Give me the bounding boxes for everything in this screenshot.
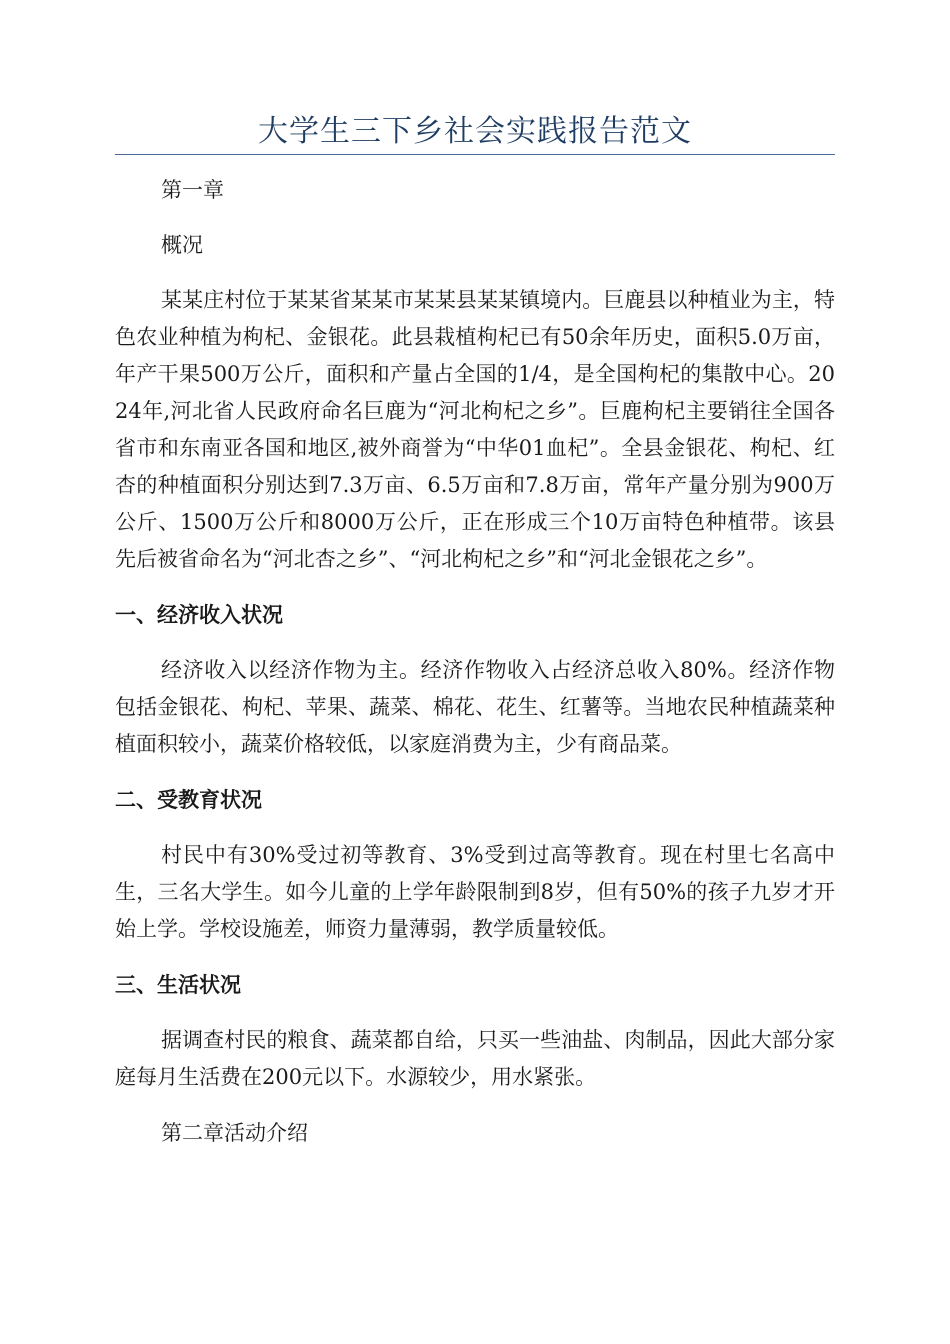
section-heading-economy: 一、经济收入状况 <box>115 603 283 627</box>
section-heading-living: 三、生活状况 <box>115 973 241 997</box>
document-body <box>115 172 835 1152</box>
section-body-economy: 经济收入以经济作物为主。经济作物收入占经济总收入80%。经济作物包括金银花、枸杞、苹果、蔬菜、棉花、花生、红薯等。当地农民种植蔬菜种植面积较小，蔬菜价格较低，以家庭消费为主，少有商品菜。 <box>115 658 835 756</box>
spacer <box>115 209 835 227</box>
section-heading-education: 二、受教育状况 <box>115 788 262 812</box>
section-body-education: 村民中有30%受过初等教育、3%受到过高等教育。现在村里七名高中生，三名大学生。如今儿童的上学年龄限制到8岁，但有50%的孩子九岁才开始上学。学校设施差，师资力量薄弱，教学质量较低。 <box>115 843 835 941</box>
spacer <box>115 1004 835 1022</box>
spacer <box>115 578 835 597</box>
chapter-one-label: 第一章 <box>161 178 224 202</box>
title-underline <box>115 154 835 155</box>
document-title: 大学生三下乡社会实践报告范文 <box>258 114 692 149</box>
spacer <box>115 819 835 837</box>
overview-heading: 概况 <box>161 233 203 257</box>
spacer <box>115 264 835 282</box>
spacer <box>115 634 835 652</box>
spacer <box>115 1096 835 1115</box>
section-body-living: 据调查村民的粮食、蔬菜都自给，只买一些油盐、肉制品，因此大部分家庭每月生活费在200元以下。水源较少，用水紧张。 <box>115 1028 835 1089</box>
chapter-two-label: 第二章活动介绍 <box>161 1121 308 1145</box>
overview-paragraph: 某某庄村位于某某省某某市某某县某某镇境内。巨鹿县以种植业为主，特色农业种植为枸杞、金银花。此县栽植枸杞已有50余年历史，面积5.0万亩，年产干果500万公斤，面积和产量占全国的1/4，是全国枸杞的集散中心。2024年,河北省人民政府命名巨鹿为“河北枸杞之乡”。巨鹿枸杞主要销往全国各省市和东南亚各国和地区,被外商誉为“中华01血杞”。全县金银花、枸杞、红杏的种植面积分别达到7.3万亩、6.5万亩和7.8万亩，常年产量分别为900万公斤、1500万公斤和8000万公斤，正在形成三个10万亩特色种植带。该县先后被省命名为“河北杏之乡”、“河北枸杞之乡”和“河北金银花之乡”。 <box>115 288 835 571</box>
spacer <box>115 948 835 967</box>
spacer <box>115 763 835 782</box>
